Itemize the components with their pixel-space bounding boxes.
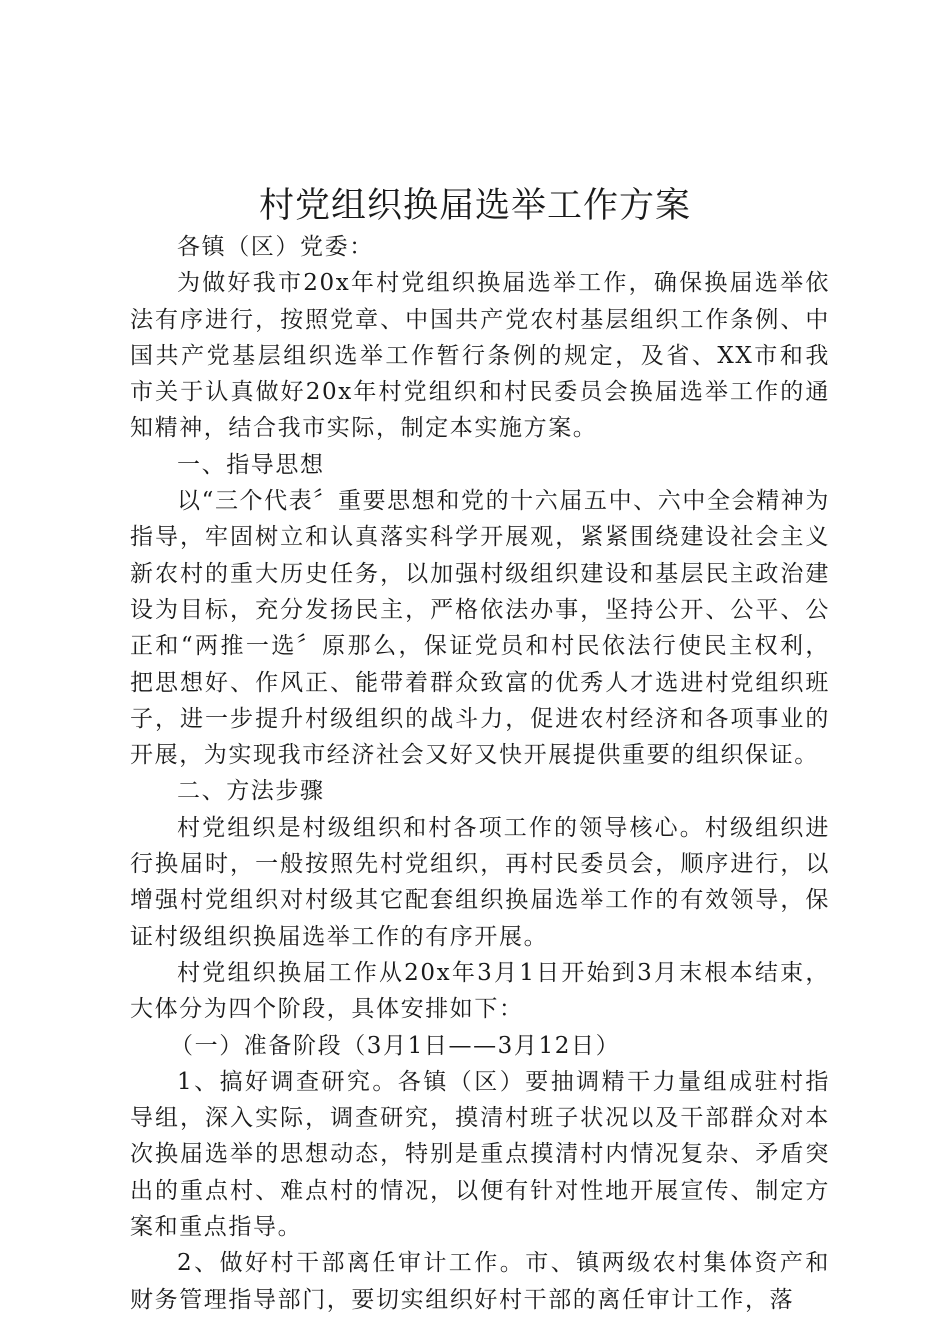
method-paragraph-1: 村党组织是村级组织和村各项工作的领导核心。村级组织进行换届时，一般按照先村党组织，再村民委员会，顺序进行，以增强村党组织对村级其它配套组织换届选举工作的有效领导，保证村级组织换届选举工作的有序开展。 xyxy=(130,814,830,950)
method-paragraph-2: 村党组织换届工作从20x年3月1日开始到3月末根本结束，大体分为四个阶段，具体安排如下： xyxy=(130,959,830,1023)
document-body xyxy=(130,229,830,1318)
document-title: 村党组织换届选举工作方案 xyxy=(258,186,691,226)
stage-heading-preparation: （一）准备阶段（3月1日——3月12日） xyxy=(170,1032,621,1059)
section-heading-guiding: 一、指导思想 xyxy=(177,451,325,478)
guiding-paragraph: 以“三个代表〞重要思想和党的十六届五中、六中全会精神为指导，牢固树立和认真落实科学开展观，紧紧围绕建设社会主义新农村的重大历史任务，以加强村级组织建设和基层民主政治建设为目标，充分发扬民主，严格依法办事，坚持公开、公平、公正和“两推一选〞原那么，保证党员和村民依法行使民主权利，把思想好、作风正、能带着群众致富的优秀人才选进村党组织班子，进一步提升村级组织的战斗力，促进农村经济和各项事业的开展，为实现我市经济社会又好又快开展提供重要的组织保证。 xyxy=(130,488,830,769)
list-item-research: 1、搞好调查研究。各镇（区）要抽调精干力量组成驻村指导组，深入实际，调查研究，摸清村班子状况以及干部群众对本次换届选举的思想动态，特别是重点摸清村内情况复杂、矛盾突出的重点村、难点村的情况，以便有针对性地开展宣传、制定方案和重点指导。 xyxy=(130,1068,830,1241)
section-heading-method: 二、方法步骤 xyxy=(177,778,325,805)
list-item-audit: 2、做好村干部离任审计工作。市、镇两级农村集体资产和财务管理指导部门，要切实组织好村干部的离任审计工作，落 xyxy=(130,1250,830,1313)
salutation: 各镇（区）党委： xyxy=(177,234,374,260)
intro-paragraph: 为做好我市20x年村党组织换届选举工作，确保换届选举依法有序进行，按照党章、中国共产党农村基层组织工作条例、中国共产党基层组织选举工作暂行条例的规定，及省、XX市和我市关于认真做好20x年村党组织和村民委员会换届选举工作的通知精神，结合我市实际，制定本实施方案。 xyxy=(130,270,830,442)
